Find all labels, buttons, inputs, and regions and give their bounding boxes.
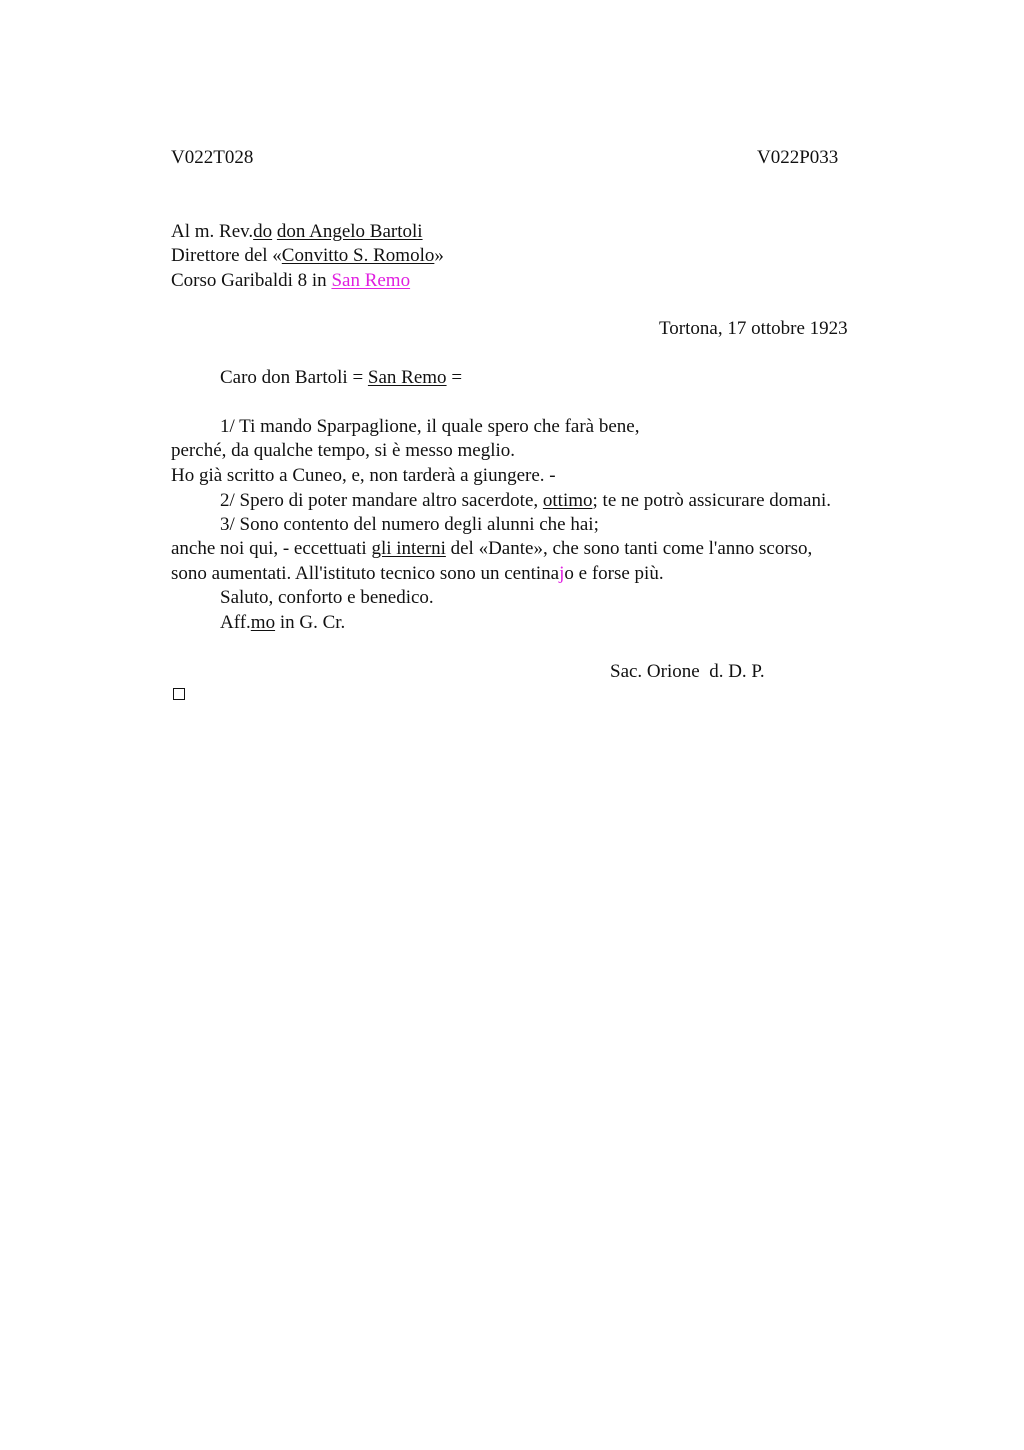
city-link[interactable]: San Remo: [331, 270, 411, 291]
greeting-text: Caro don Bartoli =: [220, 367, 368, 388]
body-point-1-line-1: 1/ Ti mando Sparpaglione, il quale spero che farà bene,: [220, 416, 640, 437]
point-2-emphasis: ottimo: [542, 490, 593, 511]
address-title-abbrev: do: [253, 221, 273, 242]
closing-abbrev: Aff.: [220, 612, 251, 633]
greeting: [220, 366, 462, 390]
closing-line-2: [220, 611, 345, 635]
letter-date: Tortona, 17 ottobre 1923: [659, 318, 848, 339]
address-role: Direttore del «: [171, 245, 282, 266]
body-point-2: [220, 489, 831, 513]
address-line-1: [171, 220, 423, 244]
closing-text: in G. Cr.: [275, 612, 346, 633]
point-3-emphasis: gli interni: [371, 538, 446, 559]
point-3-line-3-end: o e forse più.: [564, 563, 664, 584]
document-code-left: V022T028: [171, 147, 254, 168]
closing-abbrev-sup: mo: [250, 612, 276, 633]
point-3-text-end: del «Dante», che sono tanti come l'anno scorso,: [445, 538, 813, 559]
address-role-close: »: [434, 245, 444, 266]
address-title: Al m. Rev.: [171, 221, 254, 242]
point-3-line-3-text: sono aumentati. All'istituto tecnico sono un centina: [171, 563, 560, 584]
body-point-3-line-3: [171, 562, 664, 586]
body-point-1-line-2: perché, da qualche tempo, si è messo meglio.: [171, 440, 516, 461]
signature: Sac. Orione d. D. P.: [610, 661, 765, 682]
document-code-right: V022P033: [757, 147, 839, 168]
greeting-suffix: =: [446, 367, 463, 388]
address-line-3: [171, 269, 410, 293]
street-address: Corso Garibaldi 8 in: [171, 270, 332, 291]
recipient-name: don Angelo Bartoli: [276, 221, 423, 242]
closing-line-1: Saluto, conforto e benedico.: [220, 587, 434, 608]
checkbox-square-icon[interactable]: [173, 688, 185, 700]
point-2-text: 2/ Spero di poter mandare altro sacerdote,: [220, 490, 543, 511]
highlighted-letter: j: [559, 563, 565, 584]
body-point-3-line-2: [171, 537, 812, 561]
point-2-text-end: ; te ne potrò assicurare domani.: [592, 490, 831, 511]
address-line-2: [171, 244, 444, 268]
greeting-place: San Remo: [367, 367, 447, 388]
body-point-3-line-1: 3/ Sono contento del numero degli alunni che hai;: [220, 514, 599, 535]
institution-name: Convitto S. Romolo: [281, 245, 435, 266]
point-3-text: anche noi qui, - eccettuati: [171, 538, 372, 559]
body-point-1-line-3: Ho già scritto a Cuneo, e, non tarderà a giungere. -: [171, 465, 556, 486]
